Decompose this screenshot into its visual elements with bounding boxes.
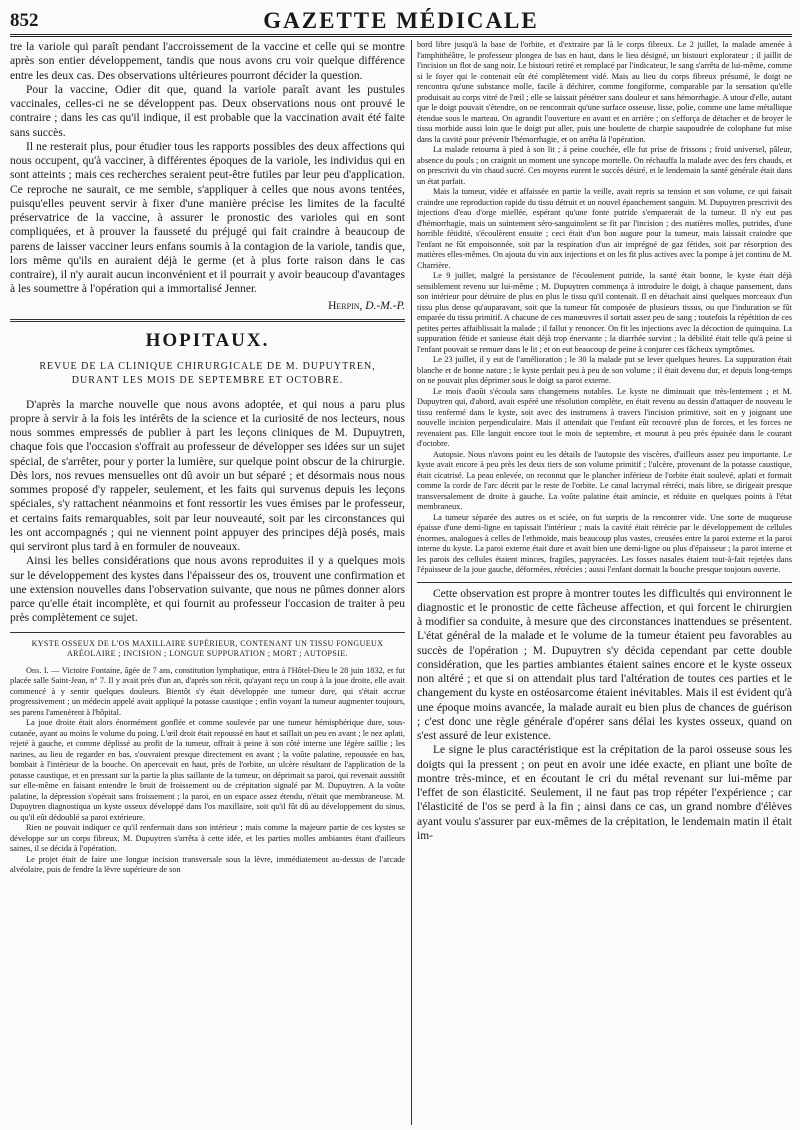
paragraph: Le 23 juillet, il y eut de l'amélioration ; le 30 la malade put se lever quelques heures. La suppuration était blanche et de bonne nature ; le kyste perdait peu à peu de son volume ; il était devenu dur, et depuis long-temps on ne pouvait plus déprimer sous le doigt sa paroi externe. xyxy=(417,355,792,385)
column-divider xyxy=(411,40,412,1125)
article-title xyxy=(10,360,405,388)
observation-text: Victoire Fontaine, âgée de 7 ans, constitution lymphatique, entra à l'Hôtel-Dieu le 28 juin 1832, et fut placée salle Saint-Jean, n° 7. Il y avait près d'un an, d'après son récit, qu'ayant reçu un coup à la joue droite, elle avait commencé à y sentir quelques douleurs. Bientôt s'y était développée une tumeur dure, qui s'était accrue progressivement ; un médecin appelé avait appliqué la potasse caustique ; enfin voyant la tumeur augmenter toujours, ses parens l'amenèrent à l'hôpital. xyxy=(10,665,405,717)
page-header xyxy=(10,6,792,36)
paragraph: La tumeur séparée des autres os et sciée, on fut surpris de la rencontrer vide. Une sorte de muqueuse épaisse d'une demi-ligne en tapissait l'intérieur ; mais la cavité était rétrécie par le développement de cellules énormes, analogues à celles de l'ethmoïde, mais beaucoup plus vastes, creusées entre la paroi externe et la paroi interne du kyste. La paroi externe était dure et avait bien une demi-ligne ou plus d'épaisseur ; la paroi interne et les parois des cellules étaient minces, fragiles, papyracées. Les fosses nasales étaient tout-à-fait rejetées dans l'épaisseur de la joue gauche, déformées, rétrécies ; aussi l'enfant dormait la bouche presque toujours ouverte. xyxy=(417,512,792,574)
left-column xyxy=(10,40,405,1128)
paragraph: Il ne resterait plus, pour étudier tous les rapports possibles des deux affections qui nous occupent, qu'à vacciner, à différentes époques de la variole, les individus qui en sont atteints ; mais ces recherches seraient peut-être futiles par leur peu d'application. Ce reproche ne saurait, ce me semble, s'appliquer à celles que nous avons tentées, puisqu'elles peuvent servir à fixer d'une manière précise les limites de la faculté préservatrice de la vaccine, à assurer le pronostic des varioles qui en sont compliquées, et à prouver la fausseté du préjugé qui fait craindre à beaucoup de parens de laisser vacciner leurs enfans soumis à la contagion de la variole, tandis que, lors même qu'ils en auraient déjà le germe (et à plus forte raison dans le cas contraire), il n'y aurait aucun inconvénient et il pourrait y avoir beaucoup d'avantages à les soumettre à l'opération qui a immortalisé Jenner. xyxy=(10,140,405,296)
subsection-divider xyxy=(417,582,792,583)
paragraph: La malade retourna à pied à son lit ; à peine couchée, elle fut prise de frissons ; froid universel, pâleur, absence du pouls ; on craignit un moment une syncope mortelle. On réchauffa la malade avec des fers chauds, et on prescrivit du vin chaud sucré. Ces moyens eurent le succès désiré, et le lendemain la santé générale était dans un état parfait. xyxy=(417,145,792,186)
section-divider xyxy=(10,319,405,322)
paragraph: Autopsie. Nous n'avons point eu les détails de l'autopsie des viscères, d'ailleurs assez peu importante. Le kyste avait encore à peu près les deux tiers de son volume primitif ; l'ulcère, provenant de la potasse caustique, était cicatrisé. La peau enlevée, on reconnut que le plancher inférieur de l'orbite était soulevé, aplati et formait comme la corde de l'arc décrit par le reste de l'orbite. Le canal lacrymal rétréci, mais libre, se dirigeait presque transversalement de droite à gauche. La voûte palatine était amincie, et réduite en quelques points à l'état membraneux. xyxy=(417,449,792,511)
paragraph: Rien ne pouvait indiquer ce qu'il renfermait dans son intérieur ; mais comme la majeure partie de ces kystes se développe sur un corps fibreux, M. Dupuytren s'arrêta à cette idée, et les parties molles ambiantes étant d'ailleurs saines, il se décida à l'opération. xyxy=(10,823,405,853)
paragraph: Pour la vaccine, Odier dit que, quand la variole paraît avant les pustules vaccinales, celles-ci ne se développent pas. Deux observations nous ont prouvé le contraire ; dans les cas qu'il indique, il est probable que la vaccination avait été faite sans succès. xyxy=(10,83,405,139)
paragraph: Le signe le plus caractéristique est la crépitation de la paroi osseuse sous les doigts qui la pressent ; on peut en avoir une idée exacte, en pliant une boîte de montre très-mince, et en écoutant le cri du métal revenant sur lui-même par l'effet de son élasticité. Seulement, il ne faut pas trop répéter l'expérience ; car l'élasticité de l'os se perd à la fin ; ainsi dans ce cas, un grand nombre d'élèves ayant voulu s'assurer par eux-mêmes de la crépitation, le lendemain matin il était im- xyxy=(417,744,792,842)
journal-title: GAZETTE MÉDICALE xyxy=(263,8,539,33)
article-title-line: REVUE DE LA CLINIQUE CHIRURGICALE DE M. DUPUYTREN, xyxy=(39,360,376,372)
paragraph: Le mois d'août s'écoula sans changemens notables. Le kyste ne diminuait que très-lentement ; et M. Dupuytren qui, d'abord, avait espéré une résolution complète, en était revenu au dessin d'attaquer de nouveau le tissu renfermé dans le kyste, soit avec des instrumens à travers l'incision primitive, soit en y joignant une nouvelle incision perpendiculaire. Mais il attendait que l'enfant eût recouvré plus de forces, et les forces ne revenaient pas. Elle languit encore tout le mois de septembre, et mourut à peu près épuisée dans le courant d'octobre. xyxy=(417,386,792,448)
right-column xyxy=(417,40,792,1128)
case-subheading-line: ARÉOLAIRE ; INCISION ; LONGUE SUPPURATION ; MORT ; AUTOPSIE. xyxy=(66,649,348,658)
paragraph: Cette observation est propre à montrer toutes les difficultés qui environnent le diagnostic et le pronostic de cette fâcheuse affection, et qui forcent le chirurgien à modifier sa conduite, à mesure que des circonstances inattendues se présentent. L'état général de la malade et le volume de la tumeur étaient peu favorables au succès de l'opération ; M. Dupuytren s'y décida cependant par cette double considération, que les parties ambiantes étaient saines encore et le kyste osseux non altéré ; et que si on attendait plus tard l'altération de toutes ces parties et le changement du kyste en ostéosarcome étaient inévitables. Mais il est évident qu'à une époque moins avancée, la malade aurait eu bien plus de chances de guérison ; c'est donc une règle générale d'opérer sans délai les kystes osseux, quand on s'est assuré de leur existence. xyxy=(417,587,792,742)
paragraph: D'après la marche nouvelle que nous avons adoptée, et qui nous a paru plus propre à servir à la fois les intérêts de la science et la curiosité de nos lecteurs, nous nous sommes empressés de publier à part les leçons cliniques de M. Dupuytren, chaque fois que l'occasion s'offrait au professeur de développer ses idées sur un sujet spécial, de s'arrêter, pour y porter la lumière, sur quelque point obscur de la chirurgie. Dès lors, nos revues mensuelles ont dû avoir un but séparé ; et désormais nous nous sommes proposé d'y rappeler, seulement, et les faits qui survenus depuis les leçons spéciales, s'y rattachent néanmoins et font ressortir les vues émises par le professeur, et certains faits remarquables, soit par leur nouveauté, soit par les circonstances qui les ont accompagnés ; qui ne viennent point appuyer des principes déjà posés, mais qui serviront plus tard à en formuler de nouveaux. xyxy=(10,398,405,553)
case-subheading xyxy=(10,639,405,660)
section-heading: HOPITAUX. xyxy=(145,329,270,351)
page-number: 852 xyxy=(10,10,39,31)
paragraph: Le projet était de faire une longue incision transversale sous la lèvre, immédiatement au-dessus de l'arcade alvéolaire, puis de fendre la lèvre supérieure de son xyxy=(10,854,405,874)
header-rule xyxy=(10,34,792,37)
paragraph: bord libre jusqu'à la base de l'orbite, et d'extraire par là le corps fibreux. Le 2 juillet, la malade amenée à l'amphithéâtre, le professeur plongea de bas en haut, dans le lieu désigné, un bistouri explorateur ; il jaillit de l'incision un flot de sang noir. Le bistouri retiré et remplacé par l'indicateur, le sang s'arrêta de lui-même, comme si le foyer qui le contenait eût été complètement vidé. Mais au lieu du corps fibreux présumé, le doigt ne rencontra qu'une substance molle, facile à déchirer, comme fongiforme, comparable par la sensation qu'elle produisait au corps vitré de l'œil ; elle se laissait pénétrer sans douleur et sans hémorrhagie. A utour d'elle, autant que le doigt pouvait s'étendre, on ne rencontrait qu'une surface osseuse, lisse, polie, comme une lame métallique étendue sous le marteau. On agrandit l'ouverture en avant et en arrière ; on s'efforça de détacher et de broyer le tissu morbide aussi loin que le doigt put aller, puis une boulette de charpie saupoudrée de colophane fut mise dans la cavité pour prévenir l'hémorrhagie, et on arrêta là l'opération. xyxy=(417,40,792,144)
paragraph: Le 9 juillet, malgré la persistance de l'écoulement putride, la santé était bonne, le kyste était déjà sensiblement revenu sur lui-même ; M. Dupuytren commença à introduire le doigt, à chaque pansement, dans son intérieur pour détruire de plus en plus le tissu qu'il contenait. Il en détachait ainsi quelques morceaux d'un tissu plus dense qu'auparavant, soit que la tumeur fût composée de plusieurs tissus, ou que l'induration se fût emparée du tissu primitif. A chacune de ces manœuvres il sortait assez peu de sang ; toutefois la répétition de ces petites pertes affaiblissait la malade ; il fallut y renoncer. On fit les injections avec la décoction de quinquina. La suppuration fétide et sanieuse était déjà trop énervante ; la diarrhée survint ; la débilité était telle qu'à peine si l'enfant pouvait se remuer dans le lit ; et on eut beaucoup de peine à conjurer ces fâcheux symptômes. xyxy=(417,271,792,354)
author-signature xyxy=(10,299,405,313)
article-title-line: DURANT LES MOIS DE SEPTEMBRE ET OCTOBRE. xyxy=(71,374,344,386)
case-subheading-line: KYSTE OSSEUX DE L'OS MAXILLAIRE SUPÉRIEUR, CONTENANT UN TISSU FONGUEUX xyxy=(31,638,384,648)
paragraph: Mais la tumeur, vidée et affaissée en partie la veille, avait repris sa tension et son volume, ce qui faisait craindre une reproduction rapide du tissu détruit et un nouvel épanchement sanguin. M. Dupuytren prescrivit des injections d'eau d'orge miellée, espérant qu'une fonte putride s'emparerait de la tumeur. Il n'y eut pas d'hémorrhagie, mais un suintement séro-sanguinolent se fit par l'incision ; des matières molles, putrides, d'une horrible fétidité, s'écoulèrent ensuite ; ceci était d'un bon augure pour la tumeur, mais laissait craindre que l'enfant ne fût empoisonnée, soit par la respiration d'un air imprégné de gaz fétides, soit par résorption des matières elles-mêmes. On ajouta du vin aux injections et on les fit plus actives avec la pompe à jet continu de M. Charrière. xyxy=(417,187,792,270)
observation-label: Obs. I. — xyxy=(26,665,60,675)
paragraph xyxy=(10,666,405,719)
paragraph: tre la variole qui paraît pendant l'accroissement de la vaccine et celle qui se montre après son entier développement, tandis que nous avons cru voir quelque différence entre les deux cas. Des observations ultérieures pourront décider la question. xyxy=(10,41,405,82)
signature-title: D.-M.-P. xyxy=(365,299,405,312)
paragraph: Ainsi les belles considérations que nous avons reproduites il y a quelques mois sur le développement des kystes dans l'épaisseur des os, trouvent une confirmation et une extension nouvelles dans l'observation suivante, que nous ne pûmes donner alors parce qu'elle était incomplète, et qui fournit au professeur l'occasion de traiter à peu près complètement ce sujet. xyxy=(10,555,405,625)
subsection-divider xyxy=(10,632,405,633)
signature-name: Herpin, xyxy=(328,299,363,312)
paragraph: La joue droite était alors énormément gonflée et comme soulevée par une tumeur hémisphérique dure, sous-cutanée, ayant au moins le volume du poing. L'œil droit était repoussé en haut et saillait un peu en avant ; le nez aplati, rejeté à gauche, et comme déplissé au profit de la tumeur, offrait à peine à son côté interne une légère saillie ; les narines, au lieu de regarder en bas, s'ouvraient presque directement en avant ; la voûte palatine, repoussée en bas, bombait à l'intérieur de la bouche. On apercevait en haut, près de l'orbite, un ulcère résultant de l'application de la potasse caustique, et en pressant sur la partie la plus saillante de la tumeur, on déprimait sa paroi, qui revenait aussitôt sur elle-même en faisant entendre le bruit de froissement ou de crépitation signalé par M. Dupuytren. A la voûte palatine, la dépression s'opérait sans froissement ; la paroi, en un espace assez étendu, n'était que membraneuse. M. Dupuytren diagnostiqua un kyste osseux développé dans l'os maxillaire, soit qu'il fût dû au développement du sinus, ou qu'il eût dédoublé sa paroi extérieure. xyxy=(10,718,405,822)
